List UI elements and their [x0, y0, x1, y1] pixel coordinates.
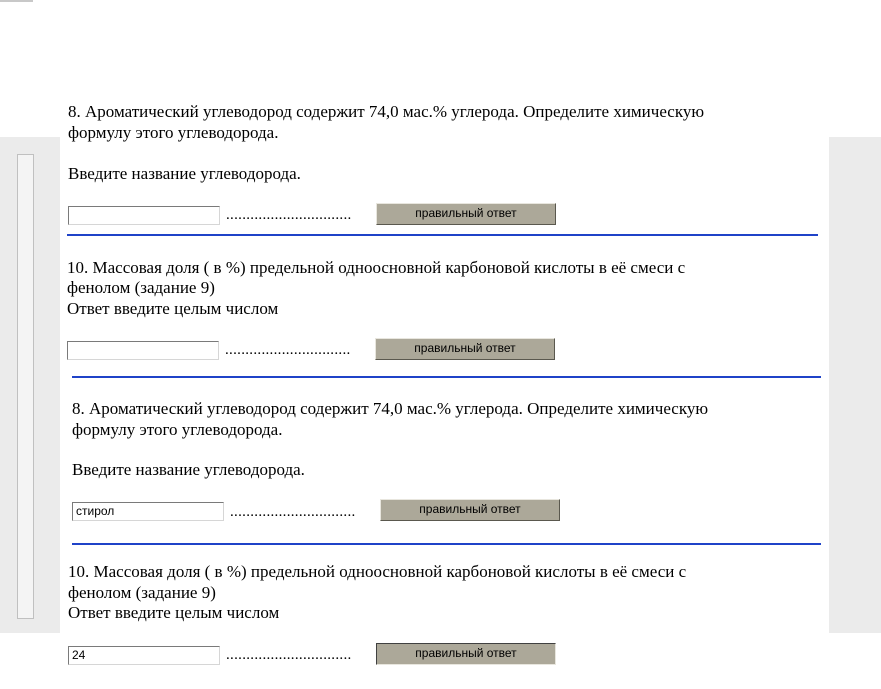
correct-answer-button[interactable]: правильный ответ — [376, 203, 556, 225]
separator-line — [72, 376, 821, 378]
question-10-line2: фенолом (задание 9) — [67, 278, 215, 297]
answer-dots: ............................... — [225, 342, 351, 358]
question-10-line1: 10. Массовая доля ( в %) предельной одноосновной карбоновой кислоты в её смеси с — [68, 562, 687, 581]
left-scroll-strip[interactable] — [17, 154, 34, 619]
question-8-instruction: Введите название углеводорода. — [72, 460, 305, 479]
separator-line — [72, 543, 821, 545]
question-10-instruction: Ответ введите целым числом — [68, 603, 280, 622]
separator-line — [67, 234, 818, 236]
answer-dots: ............................... — [226, 647, 352, 663]
answer-dots: ............................... — [230, 504, 356, 520]
correct-answer-button[interactable]: правильный ответ — [375, 338, 555, 360]
question-10-line2: фенолом (задание 9) — [68, 583, 216, 602]
answer-input-10[interactable]: 24 — [68, 646, 220, 665]
answer-dots: ............................... — [226, 207, 352, 223]
question-10-instruction: Ответ введите целым числом — [67, 299, 279, 318]
question-8-instruction: Введите название углеводорода. — [68, 164, 301, 183]
corner-divider — [0, 0, 33, 2]
question-8-line2: формулу этого углеводорода. — [68, 123, 279, 142]
correct-answer-button[interactable]: правильный ответ — [376, 643, 556, 665]
question-8-line1: 8. Ароматический углеводород содержит 74,0 мас.% углерода. Определите химическую — [68, 102, 705, 121]
question-8-line1: 8. Ароматический углеводород содержит 74,0 мас.% углерода. Определите химическую — [72, 399, 709, 418]
correct-answer-button[interactable]: правильный ответ — [380, 499, 560, 521]
question-10-line1: 10. Массовая доля ( в %) предельной одноосновной карбоновой кислоты в её смеси с — [67, 258, 686, 277]
answer-input-8[interactable] — [68, 206, 220, 225]
answer-input-8[interactable]: стирол — [72, 502, 224, 521]
question-8-line2: формулу этого углеводорода. — [72, 420, 283, 439]
answer-input-10[interactable] — [67, 341, 219, 360]
right-side-panel — [829, 137, 881, 633]
